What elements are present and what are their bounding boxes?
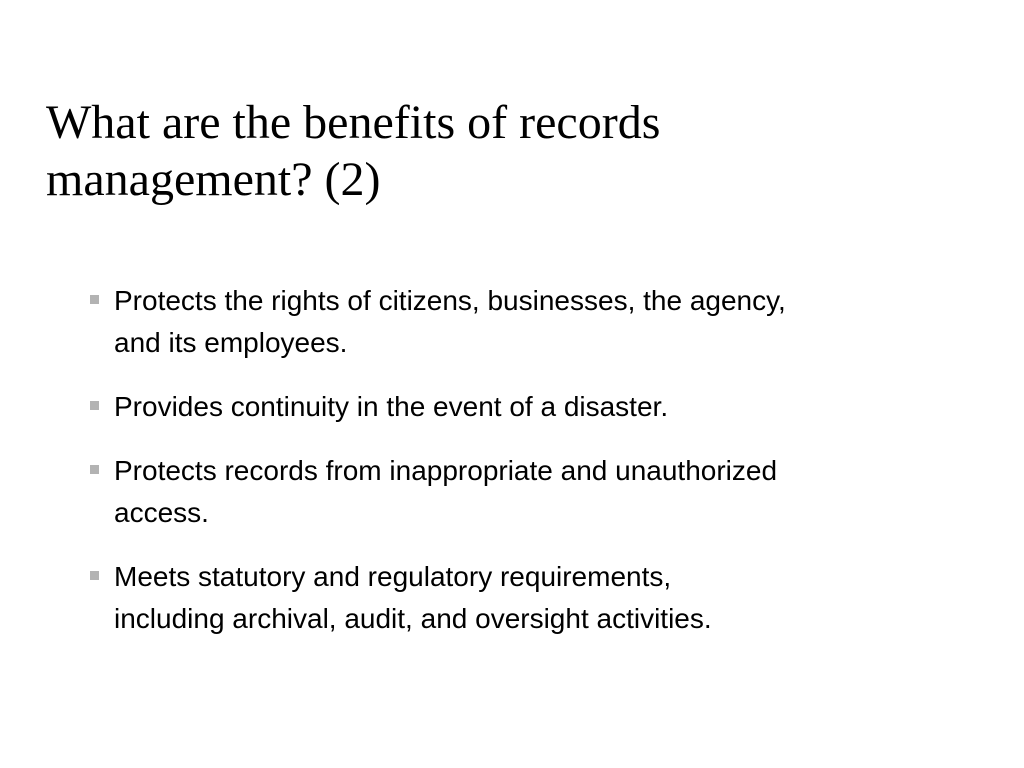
slide-title: [46, 94, 946, 208]
bullet-text-line: and its employees.: [114, 327, 348, 358]
bullet-item-access: [88, 450, 948, 534]
bullet-list: [88, 280, 948, 662]
bullet-text-line: access.: [114, 497, 209, 528]
bullet-item-statutory: [88, 556, 948, 640]
bullet-text-line: Meets statutory and regulatory requirements,: [114, 561, 672, 592]
bullet-item-continuity: [88, 386, 948, 428]
slide-title-line: What are the benefits of records: [46, 96, 661, 149]
square-bullet-icon: [90, 465, 99, 474]
bullet-text-line: Protects records from inappropriate and unauthorized: [114, 455, 778, 486]
square-bullet-icon: [90, 401, 99, 410]
bullet-text-line: including archival, audit, and oversight activities.: [114, 603, 712, 634]
slide-title-line: management? (2): [46, 153, 381, 206]
bullet-item-rights: [88, 280, 948, 364]
square-bullet-icon: [90, 571, 99, 580]
bullet-text-line: Provides continuity in the event of a disaster.: [114, 391, 669, 422]
square-bullet-icon: [90, 295, 99, 304]
bullet-text-line: Protects the rights of citizens, businesses, the agency,: [114, 285, 786, 316]
